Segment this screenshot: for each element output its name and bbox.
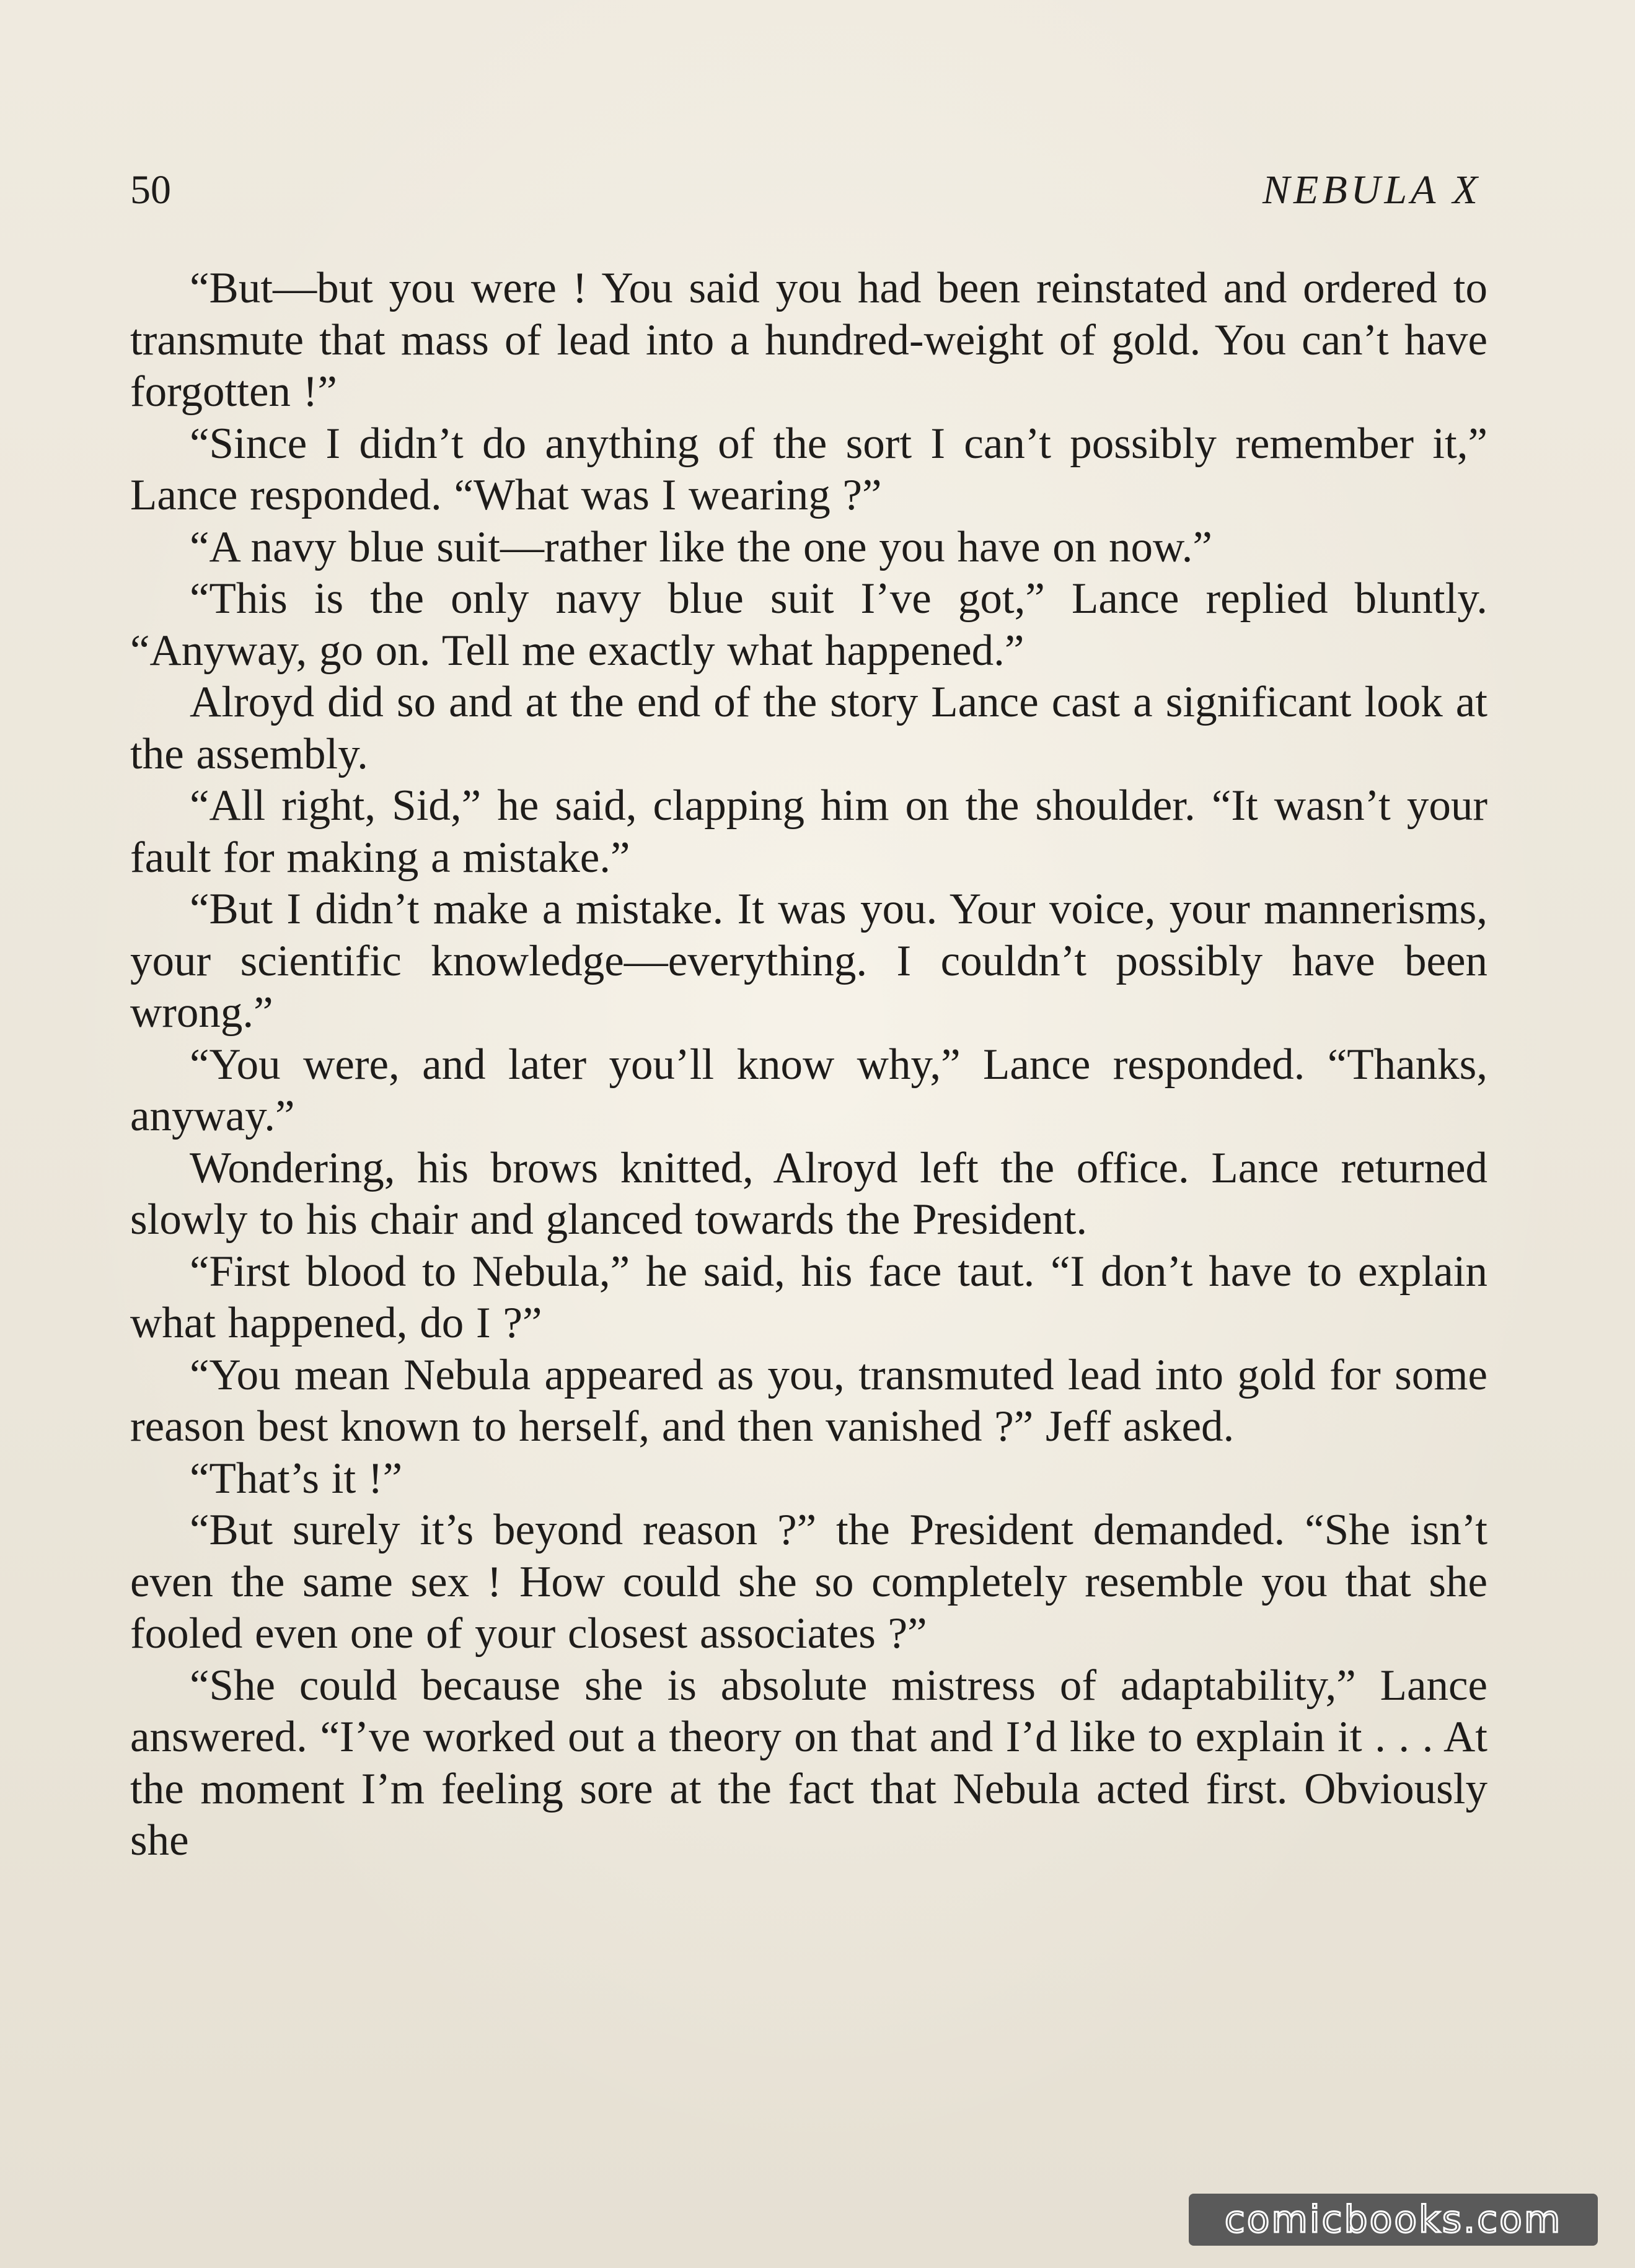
body-text [130, 263, 1487, 1867]
paragraph: “Since I didn’t do anything of the sort I can’t possibly remember it,” Lance responded. “What was I wearing ?” [130, 419, 1487, 519]
paragraph: Wondering, his brows knitted, Alroyd left the office. Lance returned slowly to his chair and glanced towards the President. [130, 1143, 1487, 1244]
paragraph: “You were, and later you’ll know why,” Lance responded. “Thanks, anyway.” [130, 1040, 1487, 1140]
paragraph: “First blood to Nebula,” he said, his face taut. “I don’t have to explain what happened, do I ?” [130, 1247, 1487, 1347]
paragraph: “This is the only navy blue suit I’ve got,” Lance replied bluntly. “Anyway, go on. Tell me exactly what happened.” [130, 574, 1487, 675]
paragraph: “You mean Nebula appeared as you, transmuted lead into gold for some reason best known to herself, and then vanished ?” Jeff asked. [130, 1350, 1487, 1451]
book-title: NEBULA X [1263, 167, 1481, 213]
paragraph: “A navy blue suit—rather like the one you have on now.” [190, 522, 1212, 571]
paragraph: “But surely it’s beyond reason ?” the President demanded. “She isn’t even the same sex ! How could she so completely resemble you that she fooled even one of your closest associates ?” [130, 1506, 1487, 1658]
paragraph: “That’s it !” [190, 1454, 403, 1503]
watermark-logo [1189, 2194, 1598, 2246]
paragraph: “She could because she is absolute mistress of adaptability,” Lance answered. “I’ve worked out a theory on that and I’d like to explain it . . . At the moment I’m feeling sore at the fact that Nebula acted first. Obviously she [130, 1661, 1487, 1865]
paragraph: “But I didn’t make a mistake. It was you. Your voice, your mannerisms, your scientific knowledge—everything. I couldn’t possibly have been wrong.” [130, 885, 1487, 1037]
paragraph: “But—but you were ! You said you had been reinstated and ordered to transmute that mass of lead into a hundred-weight of gold. You can’t have forgotten !” [130, 264, 1487, 416]
page-number: 50 [130, 167, 171, 213]
watermark-text: comicbooks.com [1224, 2198, 1562, 2241]
running-head [130, 162, 1481, 218]
paragraph: “All right, Sid,” he said, clapping him on the shoulder. “It wasn’t your fault for making a mistake.” [130, 781, 1487, 882]
paragraph: Alroyd did so and at the end of the story Lance cast a significant look at the assembly. [130, 678, 1487, 778]
